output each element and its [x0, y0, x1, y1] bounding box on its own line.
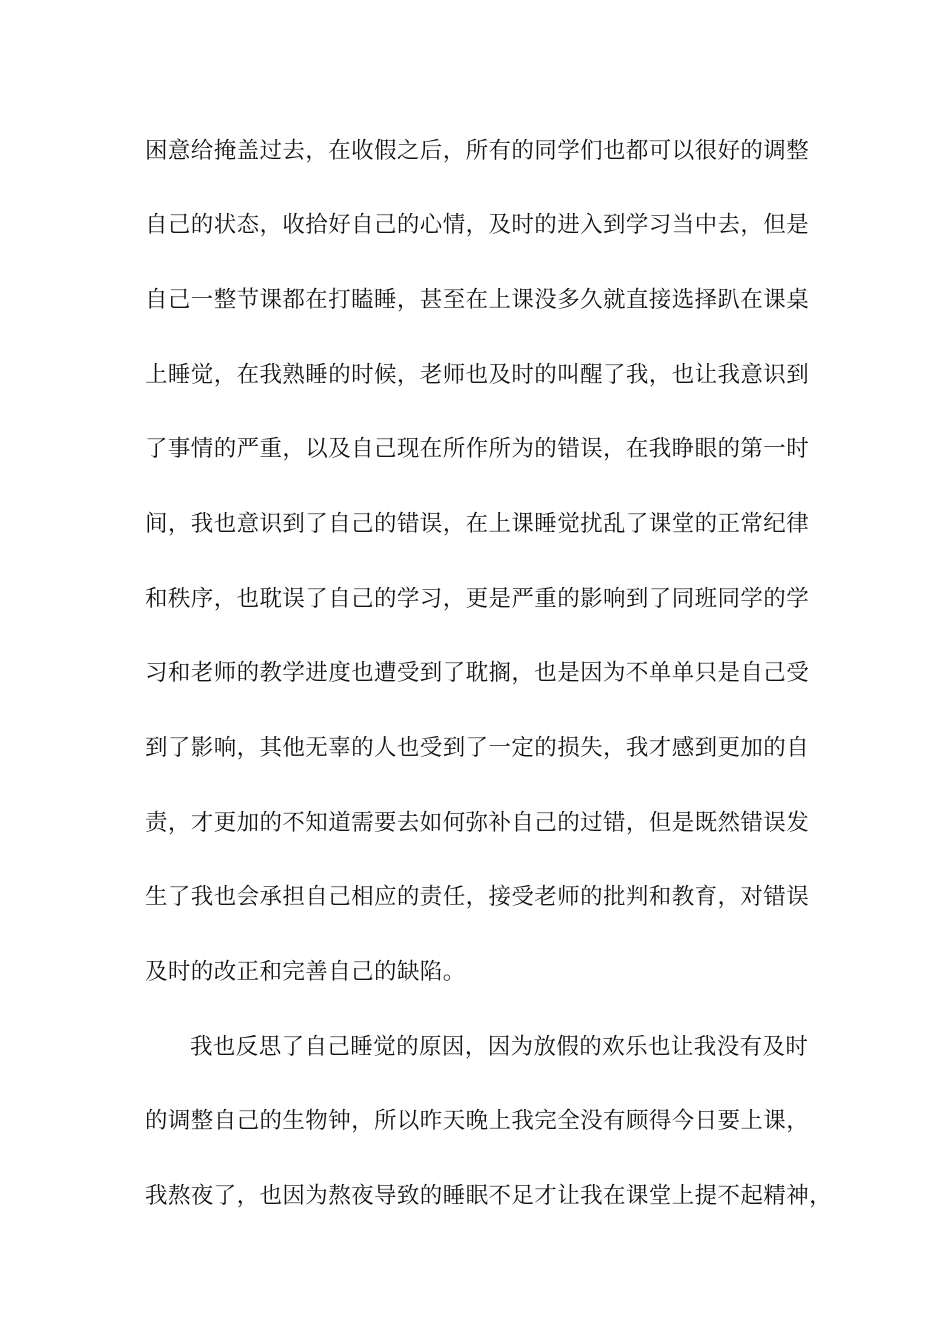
text-line: 责，才更加的不知道需要去如何弥补自己的过错，但是既然错误发 [145, 810, 810, 836]
text-line: 我熬夜了，也因为熬夜导致的睡眠不足才让我在课堂上提不起精神， [145, 1183, 833, 1209]
text-line: 及时的改正和完善自己的缺陷。 [145, 959, 466, 985]
text-line: 自己一整节课都在打瞌睡，甚至在上课没多久就直接选择趴在课桌 [145, 287, 810, 313]
text-line: 习和老师的教学进度也遭受到了耽搁，也是因为不单单只是自己受 [145, 660, 810, 686]
text-line: 和秩序，也耽误了自己的学习，更是严重的影响到了同班同学的学 [145, 586, 810, 612]
text-line: 的调整自己的生物钟，所以昨天晚上我完全没有顾得今日要上课， [145, 1108, 810, 1134]
text-line: 自己的状态，收拾好自己的心情，及时的进入到学习当中去，但是 [145, 212, 810, 238]
text-line: 生了我也会承担自己相应的责任，接受老师的批判和教育，对错误 [145, 884, 810, 910]
text-line: 间，我也意识到了自己的错误，在上课睡觉扰乱了课堂的正常纪律 [145, 511, 810, 537]
text-line: 困意给掩盖过去，在收假之后，所有的同学们也都可以很好的调整 [145, 138, 810, 164]
text-line: 到了影响，其他无辜的人也受到了一定的损失，我才感到更加的自 [145, 735, 810, 761]
text-line: 上睡觉，在我熟睡的时候，老师也及时的叫醒了我，也让我意识到 [145, 362, 810, 388]
paragraph-first-line: 我也反思了自己睡觉的原因，因为放假的欢乐也让我没有及时 [190, 1034, 809, 1060]
text-line: 了事情的严重，以及自己现在所作所为的错误，在我睁眼的第一时 [145, 436, 810, 462]
